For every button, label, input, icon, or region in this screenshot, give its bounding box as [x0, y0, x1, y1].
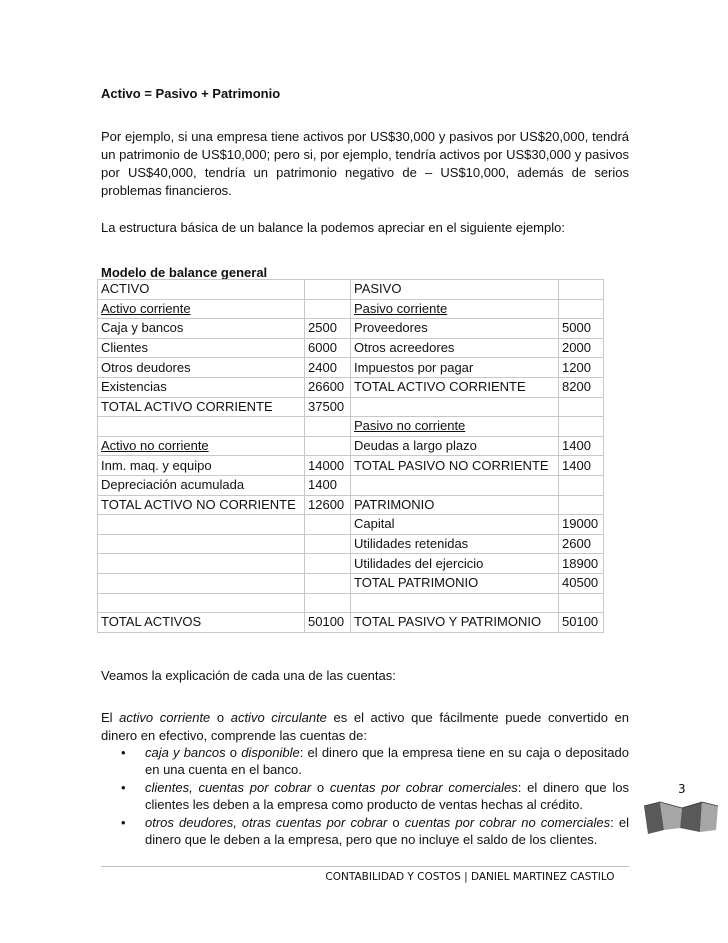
table-cell: Existencias: [98, 377, 305, 397]
table-cell: Deudas a largo plazo: [351, 436, 559, 456]
bullet-icon: •: [121, 815, 126, 830]
table-cell: 5000: [559, 319, 604, 339]
balance-table-title: Modelo de balance general: [101, 265, 268, 280]
table-cell: TOTAL PASIVO Y PATRIMONIO: [351, 613, 559, 633]
table-row: [98, 613, 604, 633]
table-cell: TOTAL ACTIVO CORRIENTE: [351, 377, 559, 397]
table-cell: 19000: [559, 515, 604, 535]
table-row: [98, 593, 604, 613]
table-cell: [305, 534, 351, 554]
table-row: [98, 456, 604, 476]
table-cell: TOTAL PATRIMONIO: [351, 573, 559, 593]
table-cell: [98, 515, 305, 535]
ribbon-decoration-icon: [644, 800, 720, 836]
table-cell: [351, 475, 559, 495]
table-cell: [98, 417, 305, 437]
table-cell: [305, 554, 351, 574]
table-cell: 1400: [559, 436, 604, 456]
footer-divider: [101, 866, 629, 867]
table-cell: 2400: [305, 358, 351, 378]
table-cell: Pasivo no corriente: [351, 417, 559, 437]
table-cell: ACTIVO: [98, 280, 305, 300]
table-row: [98, 417, 604, 437]
table-cell: [351, 593, 559, 613]
table-cell: [559, 280, 604, 300]
table-row: [98, 475, 604, 495]
table-cell: 14000: [305, 456, 351, 476]
table-cell: [305, 436, 351, 456]
term-activo-corriente: activo corriente: [119, 710, 211, 725]
table-cell: Clientes: [98, 338, 305, 358]
table-cell: 2000: [559, 338, 604, 358]
table-cell: Utilidades retenidas: [351, 534, 559, 554]
table-cell: Otros acreedores: [351, 338, 559, 358]
page-footer: [101, 871, 629, 883]
table-row: [98, 280, 604, 300]
table-cell: Proveedores: [351, 319, 559, 339]
table-cell: [98, 573, 305, 593]
current-assets-paragraph: El activo corriente o activo circulante es el activo que fácilmente puede convertido en dinero en efectivo, comprende las cuentas de:: [101, 710, 629, 743]
table-row: [98, 534, 604, 554]
list-item: • caja y bancos o disponible: el dinero que la empresa tiene en su caja o depositado en una cuenta en el banco.: [121, 745, 629, 777]
table-cell: [559, 593, 604, 613]
structure-intro-paragraph: La estructura básica de un balance la podemos apreciar en el siguiente ejemplo:: [101, 220, 565, 235]
table-cell: [559, 475, 604, 495]
table-cell: [559, 495, 604, 515]
table-cell: Caja y bancos: [98, 319, 305, 339]
current-assets-list: [101, 744, 629, 849]
table-cell: [559, 417, 604, 437]
table-cell: [98, 554, 305, 574]
page-number: 3: [678, 782, 686, 796]
table-row: [98, 515, 604, 535]
table-cell: 1400: [559, 456, 604, 476]
table-cell: [351, 397, 559, 417]
table-cell: 8200: [559, 377, 604, 397]
example-paragraph: Por ejemplo, si una empresa tiene activos por US$30,000 y pasivos por US$20,000, tendrá un patrimonio de US$10,000; pero si, por ejemplo, tendría activos por US$30,000 y pasivos por US$40,000, tendría un patrimonio negativo de – US$10,000, además de serios problemas financieros.: [101, 129, 629, 198]
table-cell: TOTAL ACTIVO CORRIENTE: [98, 397, 305, 417]
table-cell: [305, 280, 351, 300]
table-row: [98, 358, 604, 378]
table-cell: [305, 573, 351, 593]
footer-text: CONTABILIDAD Y COSTOS | DANIEL MARTINEZ CASTILO: [325, 871, 615, 883]
table-cell: 37500: [305, 397, 351, 417]
table-row: [98, 338, 604, 358]
table-cell: [305, 593, 351, 613]
bullet-icon: •: [121, 745, 126, 760]
table-cell: Otros deudores: [98, 358, 305, 378]
table-cell: [305, 417, 351, 437]
table-cell: 2600: [559, 534, 604, 554]
table-cell: 6000: [305, 338, 351, 358]
table-cell: TOTAL ACTIVOS: [98, 613, 305, 633]
table-row: [98, 495, 604, 515]
table-cell: PATRIMONIO: [351, 495, 559, 515]
table-cell: 40500: [559, 573, 604, 593]
table-row: [98, 299, 604, 319]
bullet-icon: •: [121, 780, 126, 795]
table-cell: Capital: [351, 515, 559, 535]
table-cell: TOTAL ACTIVO NO CORRIENTE: [98, 495, 305, 515]
table-row: [98, 377, 604, 397]
table-cell: 12600: [305, 495, 351, 515]
table-cell: 50100: [559, 613, 604, 633]
table-cell: 1200: [559, 358, 604, 378]
table-row: [98, 397, 604, 417]
table-cell: [559, 397, 604, 417]
table-cell: 1400: [305, 475, 351, 495]
table-row: [98, 554, 604, 574]
table-cell: [305, 515, 351, 535]
table-cell: TOTAL PASIVO NO CORRIENTE: [351, 456, 559, 476]
table-row: [98, 319, 604, 339]
table-cell: Activo corriente: [98, 299, 305, 319]
equation-heading: Activo = Pasivo + Patrimonio: [101, 86, 281, 101]
balance-sheet-table: [97, 279, 604, 633]
term-activo-circulante: activo circulante: [230, 710, 327, 725]
table-row: [98, 436, 604, 456]
table-cell: PASIVO: [351, 280, 559, 300]
table-cell: Pasivo corriente: [351, 299, 559, 319]
accounts-intro-paragraph: Veamos la explicación de cada una de las cuentas:: [101, 668, 396, 683]
table-cell: Depreciación acumulada: [98, 475, 305, 495]
table-cell: 26600: [305, 377, 351, 397]
table-cell: 50100: [305, 613, 351, 633]
table-cell: Utilidades del ejercicio: [351, 554, 559, 574]
table-cell: [559, 299, 604, 319]
list-item: • otros deudores, otras cuentas por cobrar o cuentas por cobrar no comerciales: el dinero que le deben a la empresa, pero que no incluye el saldo de los clientes.: [121, 815, 629, 847]
table-cell: Activo no corriente: [98, 436, 305, 456]
table-cell: Inm. maq. y equipo: [98, 456, 305, 476]
table-cell: Impuestos por pagar: [351, 358, 559, 378]
table-cell: [98, 534, 305, 554]
table-row: [98, 573, 604, 593]
list-item: • clientes, cuentas por cobrar o cuentas por cobrar comerciales: el dinero que los clientes les deben a la empresa como producto de ventas hechas al crédito.: [121, 780, 629, 812]
table-cell: [305, 299, 351, 319]
table-cell: 2500: [305, 319, 351, 339]
table-cell: [98, 593, 305, 613]
table-cell: 18900: [559, 554, 604, 574]
